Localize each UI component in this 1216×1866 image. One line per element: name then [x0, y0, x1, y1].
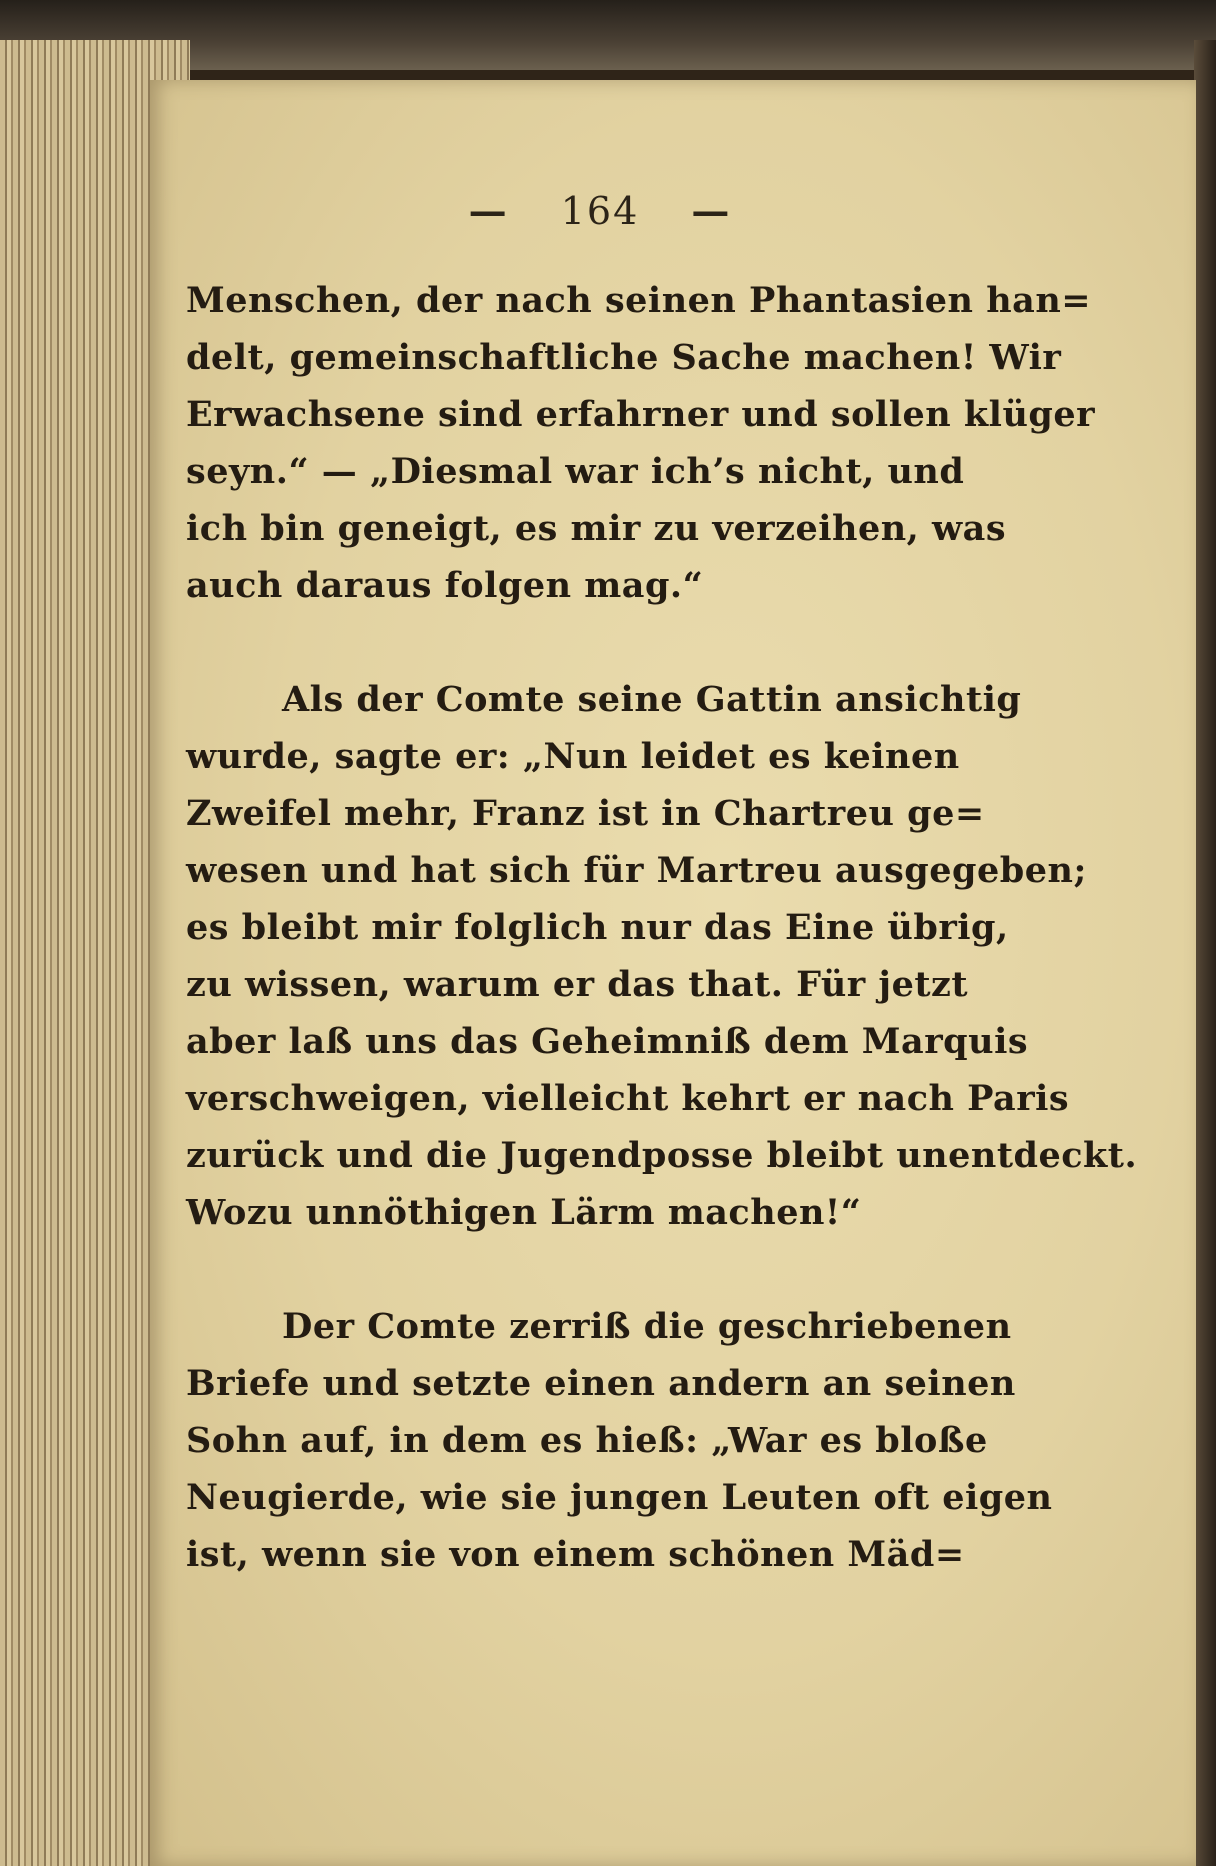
text-line: wesen und hat sich für Martreu ausgegeben; [186, 850, 1087, 891]
text-line: Der Comte zerriß die geschriebenen [282, 1306, 1012, 1347]
page-number: 164 [560, 189, 640, 233]
text-line: Neugierde, wie sie jungen Leuten oft eigen [186, 1477, 1053, 1518]
text-line: zu wissen, warum er das that. Für jetzt [186, 964, 969, 1005]
text-line: Sohn auf, in dem es hieß: „War es bloße [186, 1420, 988, 1461]
body-text [186, 272, 1138, 1583]
paragraph-gap [186, 614, 930, 671]
text-line: auch daraus folgen mag.“ [186, 565, 704, 606]
header-right-dash: — [691, 188, 732, 233]
text-line: Wozu unnöthigen Lärm machen!“ [186, 1192, 862, 1233]
text-line: verschweigen, vielleicht kehrt er nach Paris [186, 1078, 1070, 1119]
text-line: ich bin geneigt, es mir zu verzeihen, was [186, 508, 1007, 549]
page-header [150, 188, 1050, 233]
text-line: zurück und die Jugendposse bleibt unentdeckt. [186, 1135, 1138, 1176]
text-line: Als der Comte seine Gattin ansichtig [282, 679, 1022, 720]
text-line: seyn.“ — „Diesmal war ich’s nicht, und [186, 451, 965, 492]
book-cover-right [1194, 40, 1216, 1866]
text-line: aber laß uns das Geheimniß dem Marquis [186, 1021, 1029, 1062]
text-line: Briefe und setzte einen andern an seinen [186, 1363, 1016, 1404]
paragraph [186, 671, 1138, 1241]
text-line: delt, gemeinschaftliche Sache machen! Wir [186, 337, 1062, 378]
text-line: es bleibt mir folglich nur das Eine übrig, [186, 907, 1009, 948]
paragraph [186, 1298, 1053, 1583]
text-line: Erwachsene sind erfahrner und sollen klüger [186, 394, 1096, 435]
text-line: wurde, sagte er: „Nun leidet es keinen [186, 736, 960, 777]
text-line: ist, wenn sie von einem schönen Mäd= [186, 1534, 965, 1575]
text-line: Zweifel mehr, Franz ist in Chartreu ge= [186, 793, 985, 834]
paragraph [186, 272, 1096, 614]
header-left-dash: — [468, 188, 509, 233]
text-line: Menschen, der nach seinen Phantasien han= [186, 280, 1092, 321]
paragraph-gap [186, 1241, 930, 1298]
